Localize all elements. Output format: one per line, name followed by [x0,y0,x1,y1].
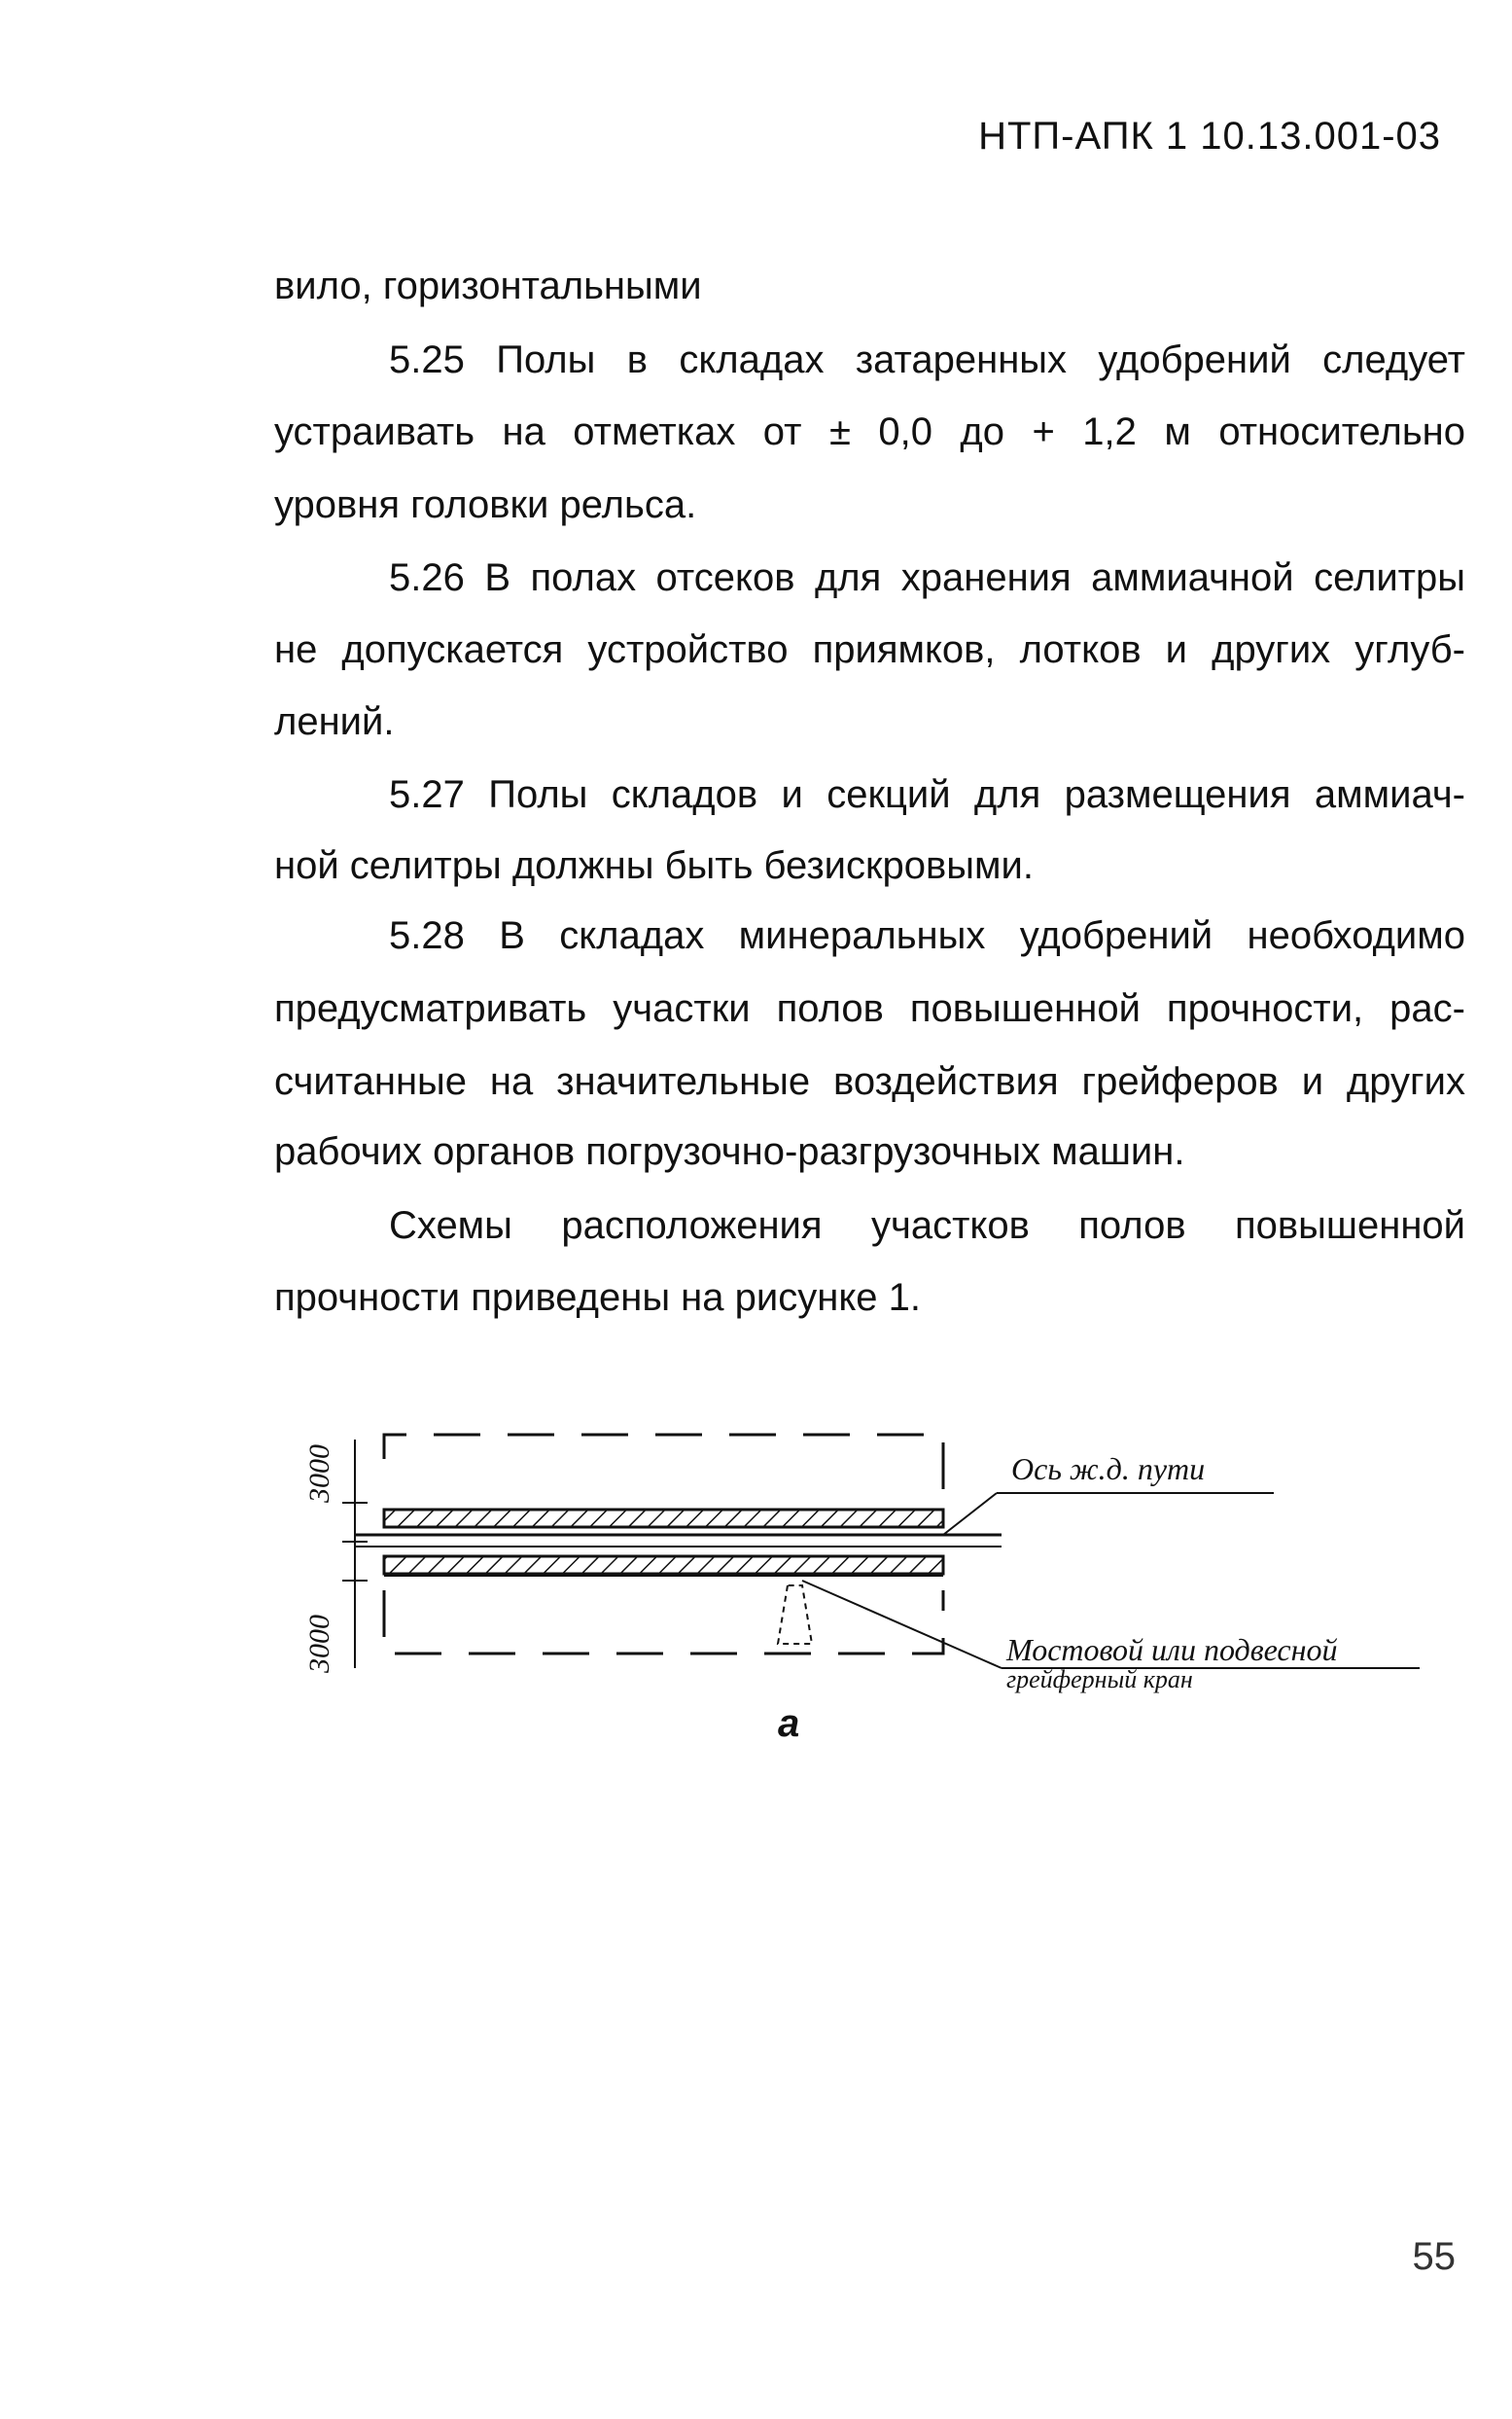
document-code: НТП-АПК 1 10.13.001-03 [978,115,1441,158]
text-line: не допускается устройство приямков, лотков и других углуб- [274,628,1465,671]
text-line: ной селитры должны быть безискровыми. [274,844,1034,887]
crane-symbol [778,1585,812,1644]
page-number: 55 [1412,2235,1456,2278]
text-line: уровня головки рельса. [274,483,697,526]
floor-scheme-figure [272,1420,1497,1712]
text-line: вило, горизонтальными [274,265,702,307]
text-line: рабочих органов погрузочно-разгрузочных машин. [274,1130,1185,1173]
text-line: устраивать на отметках от ± 0,0 до + 1,2 м относительно [274,410,1465,453]
crane-label-line1: Мостовой или подвесной [1006,1632,1338,1667]
building-outline-bottom [384,1590,943,1654]
axis-leader-line [943,1493,997,1535]
text-line: прочности приведены на рисунке 1. [274,1276,921,1319]
floor-scheme-drawing [272,1420,1497,1712]
dimension-label-top: 3000 [303,1444,335,1503]
crane-leader-line [802,1581,1002,1668]
text-line: Схемы расположения участков полов повышенной [389,1204,1465,1247]
text-line: 5.26 В полах отсеков для хранения аммиачной селитры [389,556,1465,599]
dimension-label-bottom: 3000 [303,1615,335,1673]
reinforced-floor-strip [384,1556,943,1574]
text-line: считанные на значительные воздействия грейферов и других [274,1060,1465,1103]
reinforced-floor-strip [384,1510,943,1527]
building-outline-top [384,1435,943,1498]
text-line: лений. [274,700,395,743]
crane-label-line2: грейферный кран [1006,1665,1193,1693]
text-line: 5.28 В складах минеральных удобрений необходимо [389,914,1465,957]
text-line: 5.27 Полы складов и секций для размещения аммиач- [389,773,1465,816]
text-line: предусматривать участки полов повышенной прочности, рас- [274,987,1465,1030]
text-line: 5.25 Полы в складах затаренных удобрений следует [389,338,1465,381]
rail-axis-label: Ось ж.д. пути [1011,1451,1206,1486]
figure-caption: а [778,1702,800,1745]
